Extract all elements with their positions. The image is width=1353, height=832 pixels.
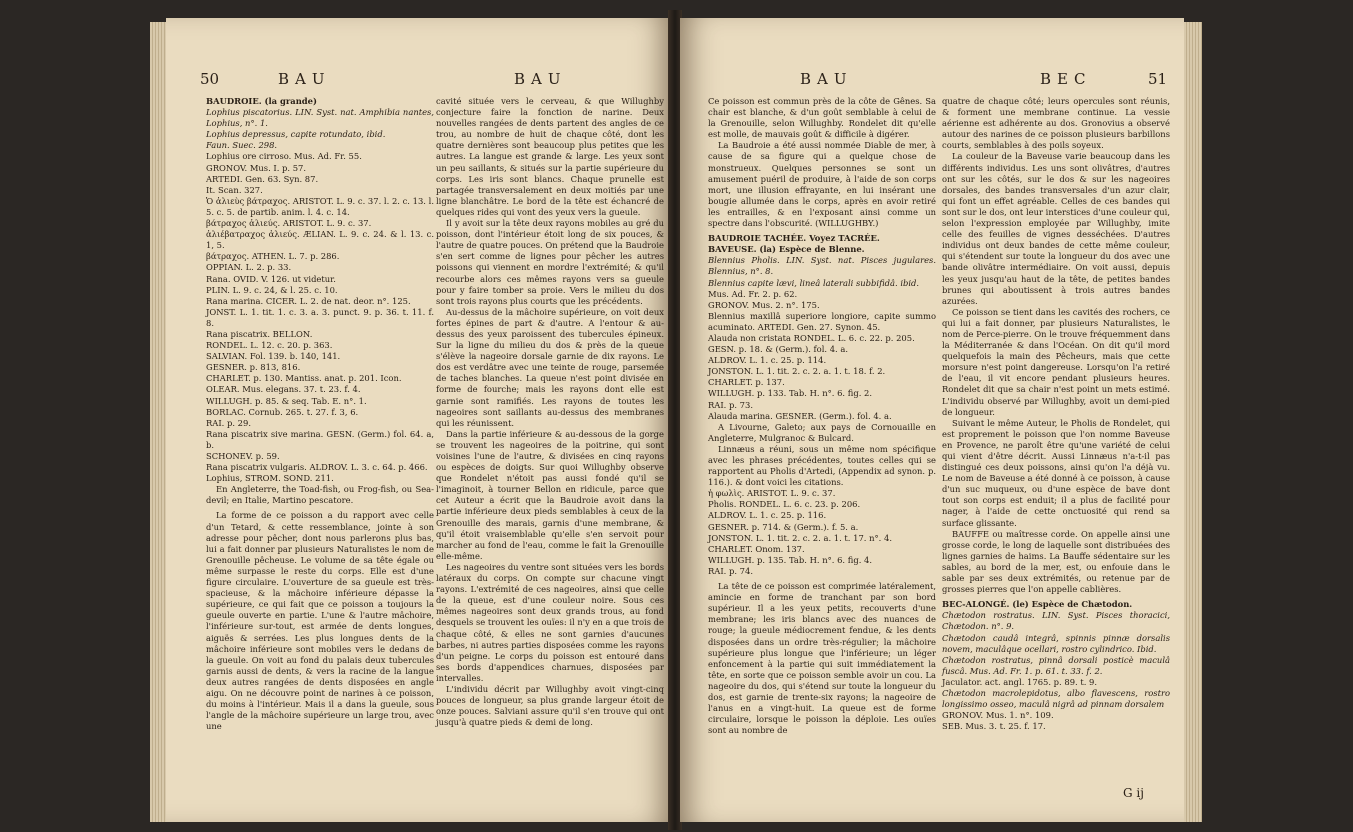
text-paragraph: Chætodon macrolepidotus, albo flavescens, rostro longissimo osseo, maculâ nigrâ ad pinnam dorsalem	[942, 687, 1170, 710]
text-paragraph: La forme de ce poisson a du rapport avec celle d'un Tetard, & cette ressemblance, jointe à son adresse pour pêcher, dont nous parlerons plus bas, lui a fait donner par plusieurs Naturalistes le nom de Grenouille pêcheuse. Le volume de sa tête égale ou même surpasse le reste du corps. Elle est d'une figure circulaire. L'ouverture de sa gueule est très-spacieuse, & la mâchoire inférieure dépasse la supérieure, ce qui fait que ce poisson a toujours la gueule ouverte en partie. L'une & l'autre mâchoire, l'inférieure sur-tout, est armée de dents longues, aiguës & serrées. Les plus longues dents de la mâchoire inférieure sont mobiles vers le dedans de la gueule. On voit au fond du palais deux tubercules garnis aussi de dents, & vers la racine de la langue deux autres rangées de dents disposées en angle aigu. On ne découvre point de narines à ce poisson, du moins à l'intérieur. Mais il a dans la gueule, sous l'angle de la mâchoire supérieure un large trou, avec une	[206, 510, 434, 732]
text-paragraph: Suivant le même Auteur, le Pholis de Rondelet, qui est proprement le poisson que l'on nomme Baveuse en Provence, ne paroît être qu'une variété de celui qui vient d'être décrit. Aussi Linnæus n'a-t-il pas distingué ces deux poissons, ainsi qu'on l'a déjà vu. Le nom de Baveuse a été donné à ce poisson, à cause d'un suc muqueux, ou d'une espèce de bave dont tout son corps est enduit; il a plus de facilité pour nager, à l'aide de cette onctuosité qui rend sa surface glissante.	[942, 417, 1170, 528]
page-number-right: 51	[1148, 70, 1168, 88]
text-paragraph: Il y avoit sur la tête deux rayons mobiles au gré du poisson, dont l'intérieur étoit long de six pouces, & l'autre de quatre pouces. On prétend que la Baudroie s'en sert comme de lignes pour pêcher les autres poissons qui viennent en mordre l'extrémité; & qu'il recourbe alors ces mêmes rayons vers sa gueule pour y faire tomber sa proie. Vers le milieu du dos sont trois rayons plus courts que les précédents.	[436, 218, 664, 306]
text-paragraph: GESN. p. 18. & (Germ.). fol. 4. a.	[708, 344, 849, 355]
text-paragraph: GRONOV. Mus. I. p. 57.	[206, 162, 307, 173]
text-paragraph: Rana marina. CICER. L. 2. de nat. deor. n°. 125.	[206, 295, 411, 306]
running-header-right-1: BAU	[800, 70, 853, 88]
text-paragraph: Alauda marina. GESNER. (Germ.). fol. 4. a.	[708, 410, 892, 421]
right-column-2	[942, 96, 1170, 732]
left-column-1	[206, 96, 434, 732]
text-paragraph: Chætodon rostratus, pinnâ dorsali posticè maculâ fuscâ. Mus. Ad. Fr. 1. p. 61. t. 33. f. 2.	[942, 654, 1170, 676]
text-paragraph: Chætodon rostratus. LIN. Syst. Pisces thoracici, Chætodon. n°. 9.	[942, 610, 1170, 632]
text-paragraph: RONDEL. L. 12. c. 20. p. 363.	[206, 340, 333, 351]
text-paragraph: Rana piscatrix. BELLON.	[206, 328, 313, 339]
text-paragraph: Pholis. RONDEL. L. 6. c. 23. p. 206.	[708, 499, 861, 510]
left-page	[166, 18, 671, 822]
text-paragraph: SEB. Mus. 3. t. 25. f. 17.	[942, 721, 1046, 732]
running-header-left-1: BAU	[278, 70, 331, 88]
text-paragraph: Ὁ ἁλιεὺς βάτραχος. ARISTOT. L. 9. c. 37. l. 2. c. 13. l. 5. c. 5. de partib. anim. l. 4. c. 14.	[206, 195, 434, 217]
text-paragraph: Rana piscatrix sive marina. GESN. (Germ.) fol. 64. a, b.	[206, 428, 434, 450]
text-paragraph: OPPIAN. L. 2. p. 33.	[206, 262, 292, 273]
signature-mark: G ij	[1123, 786, 1144, 800]
text-paragraph: Les nageoires du ventre sont situées vers les bords latéraux du corps. On compte sur chacune vingt rayons. L'extrémité de ces nageoires, ainsi que celle de la queue, est d'une couleur noire. Sous ces mêmes nageoires sont deux grands trous, au fond desquels se trouvent les ouïes: il n'y en a que trois de chaque côté, & elles ne sont garnies d'aucunes barbes, ni autres parties disposées comme les rayons d'un peigne. Le corps du poisson est entouré dans ses bords d'appendices charnues, disposées par intervalles.	[436, 561, 664, 683]
text-paragraph: L'individu décrit par Willughby avoit vingt-cinq pouces de longueur, sa plus grande largeur étoit de onze pouces. Salviani assure qu'il s'en trouve qui ont jusqu'à quatre pieds & demi de long.	[436, 683, 664, 728]
right-page-edges	[1184, 22, 1202, 822]
text-paragraph: Lophius ore cirroso. Mus. Ad. Fr. 55.	[206, 151, 362, 162]
text-paragraph: GRONOV. Mus. 2. n°. 175.	[708, 299, 820, 310]
text-paragraph: BAUDROIE. (la grande)	[206, 96, 317, 106]
text-paragraph: βάτραχος ἁλιεύς. ARISTOT. L. 9. c. 37.	[206, 218, 372, 229]
text-paragraph: ἡ φωλὶς. ARISTOT. L. 9. c. 37.	[708, 488, 836, 499]
text-paragraph: BAVEUSE. (la) Espèce de Blenne.	[708, 244, 865, 255]
text-paragraph: Blennius capite lævi, lineâ laterali subbifidâ. ibid.	[708, 277, 920, 288]
text-paragraph: En Angleterre, the Toad-fish, ou Frog-fish, ou Sea-devil; en Italie, Martino pescatore.	[206, 484, 434, 506]
running-header-left-2: BAU	[514, 70, 567, 88]
text-paragraph: SCHONEV. p. 59.	[206, 451, 280, 461]
text-paragraph: BAUFFE ou maîtresse corde. On appelle ainsi une grosse corde, le long de laquelle sont distribuées des lignes garnies de haims. La Bauffe sédentaire sur les sables, au bord de la mer, est, ou enfouie dans le sable par ses deux extrémités, ou retenue par de grosses pierres que l'on appelle cablières.	[942, 528, 1170, 595]
text-paragraph: WILLUGH. p. 85. & seq. Tab. E. n°. 1.	[206, 395, 367, 406]
text-paragraph: La tête de ce poisson est comprimée latéralement, amincie en forme de tranchant par son bord supérieur. Il a les yeux petits, recouverts d'une membrane; les iris blancs avec des nuances de rouge; la gueule médiocrement fendue, & les dents disposées dans un ordre très-régulier; la mâchoire supérieure plus longue que l'inférieure; un léger enfoncement à la partie qui suit immédiatement la tête, en sorte que ce poisson semble avoir un cou. La nageoire du dos, qui s'étend sur toute la longueur du dos, est garnie de trente-six rayons; la nageoire de l'anus en a vingt-huit. La queue est de forme circulaire, lorsque le poisson la déploie. Les ouïes sont au nombre de	[708, 581, 936, 736]
text-paragraph: Lophius depressus, capite rotundato, ibid.	[206, 129, 386, 140]
text-paragraph: CHARLET. Onom. 137.	[708, 543, 805, 554]
text-paragraph: GRONOV. Mus. 1. n°. 109.	[942, 710, 1054, 721]
text-paragraph: GESNER. p. 714. & (Germ.). f. 5. a.	[708, 521, 859, 532]
text-paragraph: It. Scan. 327.	[206, 184, 263, 195]
text-paragraph: Ce poisson se tient dans les cavités des rochers, ce qui lui a fait donner, par plusieurs Naturalistes, le nom de Perce-pierre. On le trouve fréquemment dans la Méditerranée & dans l'Océan. On dit qu'il mord quelquefois la main des Pêcheurs, mais que cette morsure n'est point dangereuse. Lorsqu'on l'a retiré de l'eau, il vit encore pendant plusieurs heures. Rondelet dit que sa chair n'est point un mets estimé. L'individu observé par Willughby, avoit un demi-pied de longueur.	[942, 306, 1170, 417]
text-paragraph: Rana. OVID. V. 126. ut videtur.	[206, 273, 336, 284]
text-paragraph: Chætodon caudâ integrâ, spinnis pinnæ dorsalis novem, maculâque ocellari, rostro cylindrico. Ibid.	[942, 632, 1170, 654]
text-paragraph: Alauda non cristata RONDEL. L. 6. c. 22. p. 205.	[708, 332, 915, 343]
text-paragraph: Blennius Pholis. LIN. Syst. nat. Pisces jugulares. Blennius, n°. 8.	[708, 255, 936, 277]
right-column-1	[708, 96, 936, 736]
text-paragraph: Faun. Suec. 298.	[206, 140, 278, 151]
text-paragraph: BORLAC. Cornub. 265. t. 27. f. 3, 6.	[206, 406, 359, 417]
text-paragraph: GESNER. p. 813, 816.	[206, 362, 301, 373]
text-paragraph: OLEAR. Mus. elegans. 37. t. 23. f. 4.	[206, 384, 361, 395]
text-paragraph: cavité située vers le cerveau, & que Willughby conjecture faire la fonction de narine. Deux nouvelles rangées de dents partent des angles de ce trou, au nombre de huit de chaque côté, dont les quatre dernières sont beaucoup plus petites que les autres. La langue est grande & large. Les yeux sont un peu saillants, & situés sur la partie supérieure du corps. Les iris sont blancs. Chaque prunelle est partagée transversalement en deux moitiés par une ligne blanchâtre. Le bord de la tête est échancré de quelques rides qui vont des yeux vers la gueule.	[436, 96, 664, 217]
text-paragraph: JONSTON. L. 1. tit. 2. c. 2. a. 1. t. 17. n°. 4.	[708, 532, 892, 543]
text-paragraph: Ce poisson est commun près de la côte de Gênes. Sa chair est blanche, & d'un goût semblable à celui de la Grenouille, selon Willughby. Rondelet dit qu'elle est molle, de mauvais goût & difficile à digérer.	[708, 96, 936, 140]
text-paragraph: SALVIAN. Fol. 139. b. 140, 141.	[206, 351, 341, 362]
text-paragraph: Au-dessus de la mâchoire supérieure, on voit deux fortes épines de part & d'autre. A l'entour & au-dessus des yeux paroissent des tubercules épineux. Sur la ligne du milieu du dos & près de la queue s'élève la nageoire dorsale garnie de dix rayons. Le dos est verdâtre avec une teinte de rouge, parsemée de taches blanches. La queue n'est point divisée en forme de fourche; mais les rayons dont elle est garnie sont ramifiés. Les rayons de toutes les nageoires sont saillants au-dessus des membranes qui les réunissent.	[436, 306, 664, 428]
running-header-right-2: BEC	[1040, 70, 1092, 88]
text-paragraph: CHARLET. p. 130. Mantiss. anat. p. 201. Icon.	[206, 373, 402, 384]
text-paragraph: CHARLET. p. 137.	[708, 377, 785, 388]
text-paragraph: ἁλιέβατραχος ἁλιεύς. ÆLIAN. L. 9. c. 24. & l. 13. c. 1, 5.	[206, 229, 434, 251]
text-paragraph: BEC-ALONGÉ. (le) Espèce de Chætodon.	[942, 599, 1133, 610]
text-paragraph: A Livourne, Galeto; aux pays de Cornouaille en Angleterre, Mulgranoc & Bulcard.	[708, 421, 936, 443]
text-paragraph: ALDROV. L. 1. c. 25. p. 116.	[708, 510, 827, 521]
text-paragraph: RAI. p. 73.	[708, 399, 753, 410]
text-paragraph: Jaculator. act. angl. 1765. p. 89. t. 9.	[942, 676, 1098, 687]
text-paragraph: quatre de chaque côté; leurs opercules sont réunis, & forment une membrane continue. La vessie aérienne est adhérente au dos. Gronovius a observé autour des narines de ce poisson plusieurs barbillons courts, semblables à des poils soyeux.	[942, 96, 1170, 151]
text-paragraph: Rana piscatrix vulgaris. ALDROV. L. 3. c. 64. p. 466.	[206, 462, 428, 473]
text-paragraph: PLIN. L. 9. c. 24, & l. 25. c. 10.	[206, 284, 338, 295]
text-paragraph: ARTEDI. Gen. 63. Syn. 87.	[206, 173, 319, 184]
text-paragraph: WILLUGH. p. 133. Tab. H. n°. 6. fig. 2.	[708, 388, 873, 399]
text-paragraph: RAI. p. 74.	[708, 565, 753, 576]
text-paragraph: La couleur de la Baveuse varie beaucoup dans les différents individus. Les uns sont olivâtres, d'autres ont sur les côtés, sur le dos & sur les nageoires dorsales, des bandes transversales d'un azur clair, qui font un effet agréable. Celles de ces bandes qui sont sur le dos, ont leur interstices d'une couleur qui, selon l'expression employée par Willughby, imite celle des feuilles de vignes desséchées. D'autres individus ont deux bandes de cette même couleur, qui s'étendent sur toute la longueur du dos avec une bande olivâtre intermédiaire. On voit aussi, depuis les yeux jusqu'au haut de la tête, de petites bandes brunes qui aboutissent à trois autres bandes azurées.	[942, 151, 1170, 306]
text-paragraph: ALDROV. L. 1. c. 25. p. 114.	[708, 355, 827, 366]
text-paragraph: RAI. p. 29.	[206, 417, 251, 428]
text-paragraph: Linnæus a réuni, sous un même nom spécifique avec les phrases précédentes, toutes celles qui se rapportent au Pholis d'Artedi, (Appendix ad synon. p. 116.). & dont voici les citations.	[708, 443, 936, 488]
text-paragraph: BAUDROIE TACHÉE. Voyez TACRÉE.	[708, 233, 880, 244]
text-paragraph: La Baudroie a été aussi nommée Diable de mer, à cause de sa figure qui a quelque chose de monstrueux. Quelques personnes se sont un amusement puéril de produire, à l'aide de son corps mort, une illusion effrayante, en lui insérant une bougie allumée dans le corps, après en avoir retiré les entrailles, & en l'exposant ainsi comme un spectre dans l'obscurité. (WILLUGHBY.)	[708, 140, 936, 229]
text-paragraph: Lophius piscatorius. LIN. Syst. nat. Amphibia nantes, Lophius, n°. 1.	[206, 107, 434, 129]
right-page	[680, 18, 1184, 822]
text-paragraph: WILLUGH. p. 135. Tab. H. n°. 6. fig. 4.	[708, 554, 873, 565]
text-paragraph: Mus. Ad. Fr. 2. p. 62.	[708, 288, 798, 299]
text-paragraph: Lophius, STROM. SOND. 211.	[206, 473, 334, 484]
text-paragraph: JONSTON. L. 1. tit. 2. c. 2. a. 1. t. 18. f. 2.	[708, 366, 886, 377]
text-paragraph: Dans la partie inférieure & au-dessous de la gorge se trouvent les nageoires de la poitrine, qui sont voisines l'une de l'autre, & divisées en cinq rayons ou espèces de doigts. Sur quoi Willughby observe que Rondelet n'étoit pas aussi fondé qu'il se l'imaginoit, à tourner Bellon en ridicule, parce que cet Auteur a écrit que la Baudroie avoit dans la partie inférieure deux pieds semblables à ceux de la Grenouille des marais, garnis d'une membrane, & qu'il étoit vraisemblable qu'elle s'en servoit pour marcher au fond de l'eau, comme le fait la Grenouille elle-même.	[436, 428, 664, 561]
text-paragraph: βάτραχος. ATHEN. L. 7. p. 286.	[206, 251, 340, 262]
page-number-left: 50	[200, 70, 220, 88]
text-paragraph: JONST. L. 1. tit. 1. c. 3. a. 3. punct. 9. p. 36. t. 11. f. 8.	[206, 306, 434, 328]
text-paragraph: Blennius maxillâ superiore longiore, capite summo acuminato. ARTEDI. Gen. 27. Synon. 45.	[708, 310, 936, 332]
left-column-2	[436, 96, 664, 728]
